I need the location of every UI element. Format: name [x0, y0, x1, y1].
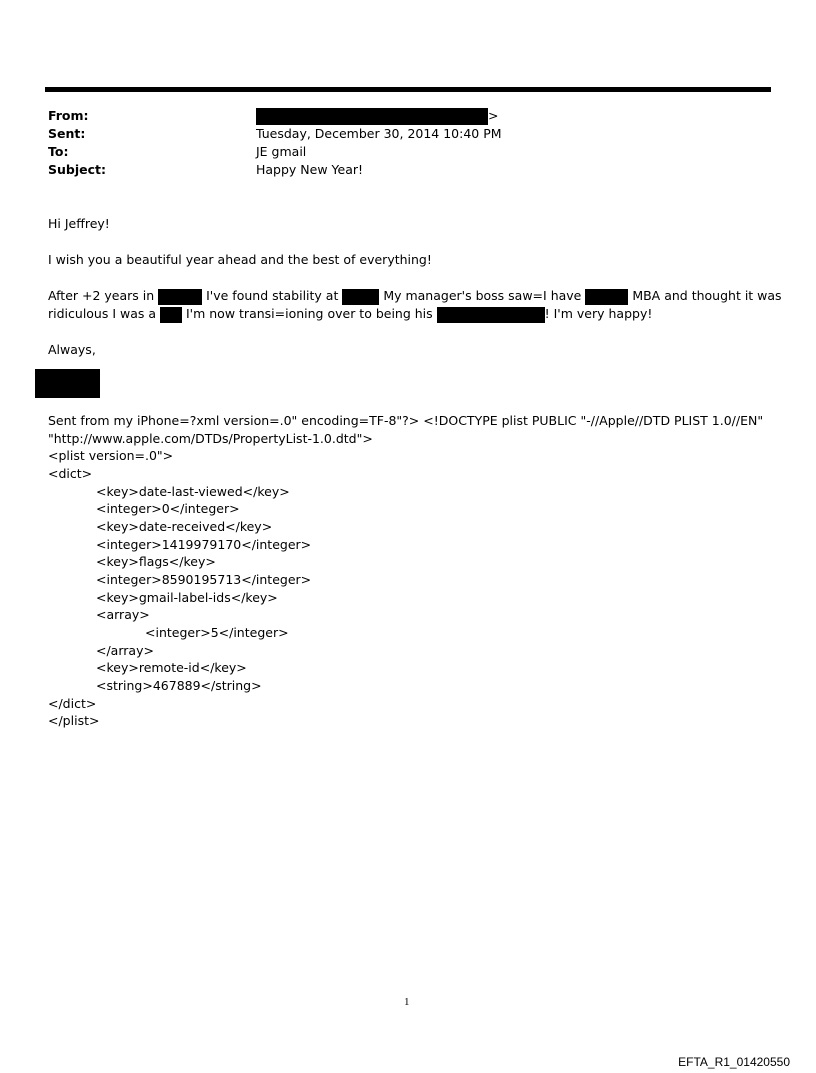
subject-label: Subject:	[48, 162, 106, 177]
bates-number: EFTA_R1_01420550	[678, 1055, 790, 1069]
paragraph-line-2	[48, 305, 652, 323]
code-line: <key>remote-id</key>	[96, 660, 247, 675]
greeting: Hi Jeffrey!	[48, 216, 110, 231]
code-line: <integer>5</integer>	[145, 625, 289, 640]
redaction-box	[342, 289, 379, 305]
text-fragment: My manager's boss saw=I have	[379, 288, 586, 303]
to-label: To:	[48, 144, 69, 159]
sent-value: Tuesday, December 30, 2014 10:40 PM	[256, 126, 502, 141]
redaction-box	[585, 289, 628, 305]
text-fragment: ridiculous I was a	[48, 306, 161, 321]
closing: Always,	[48, 342, 96, 357]
text-fragment: I've found stability at	[202, 288, 343, 303]
code-line: <integer>8590195713</integer>	[96, 572, 312, 587]
code-line: </plist>	[48, 713, 100, 728]
code-line: "http://www.apple.com/DTDs/PropertyList-1.0.dtd">	[48, 431, 373, 446]
redaction-box	[158, 289, 202, 305]
code-line: <integer>0</integer>	[96, 501, 240, 516]
text-fragment: I'm now transi=ioning over to being his	[182, 306, 437, 321]
code-line: Sent from my iPhone=?xml version=.0" encoding=TF-8"?> <!DOCTYPE plist PUBLIC "-//Apple//DTD PLIST 1.0//EN"	[48, 413, 764, 428]
text-fragment: After +2 years in	[48, 288, 159, 303]
from-value	[256, 107, 498, 125]
wish-line: I wish you a beautiful year ahead and the best of everything!	[48, 252, 432, 267]
page-number: 1	[404, 996, 410, 1008]
code-line: </array>	[96, 643, 154, 658]
code-line: </dict>	[48, 696, 97, 711]
text-fragment: MBA and thought it was	[628, 288, 782, 303]
code-line: <key>gmail-label-ids</key>	[96, 590, 278, 605]
from-label: From:	[48, 108, 89, 123]
code-line: <key>flags</key>	[96, 554, 216, 569]
code-line: <dict>	[48, 466, 93, 481]
signature-redaction	[35, 369, 100, 398]
code-line: <integer>1419979170</integer>	[96, 537, 312, 552]
text-fragment: ! I'm very happy!	[544, 306, 653, 321]
code-line: <key>date-last-viewed</key>	[96, 484, 290, 499]
paragraph-line-1	[48, 287, 782, 305]
code-line: <string>467889</string>	[96, 678, 262, 693]
sent-label: Sent:	[48, 126, 86, 141]
code-line: <array>	[96, 607, 150, 622]
subject-value: Happy New Year!	[256, 162, 364, 177]
redaction-box	[160, 307, 182, 323]
to-value: JE gmail	[256, 144, 307, 159]
code-line: <key>date-received</key>	[96, 519, 273, 534]
from-suffix: >	[488, 108, 499, 123]
code-line: <plist version=.0">	[48, 448, 174, 463]
redaction-box	[437, 307, 545, 323]
redaction-box	[256, 108, 488, 125]
header-rule	[45, 87, 771, 92]
